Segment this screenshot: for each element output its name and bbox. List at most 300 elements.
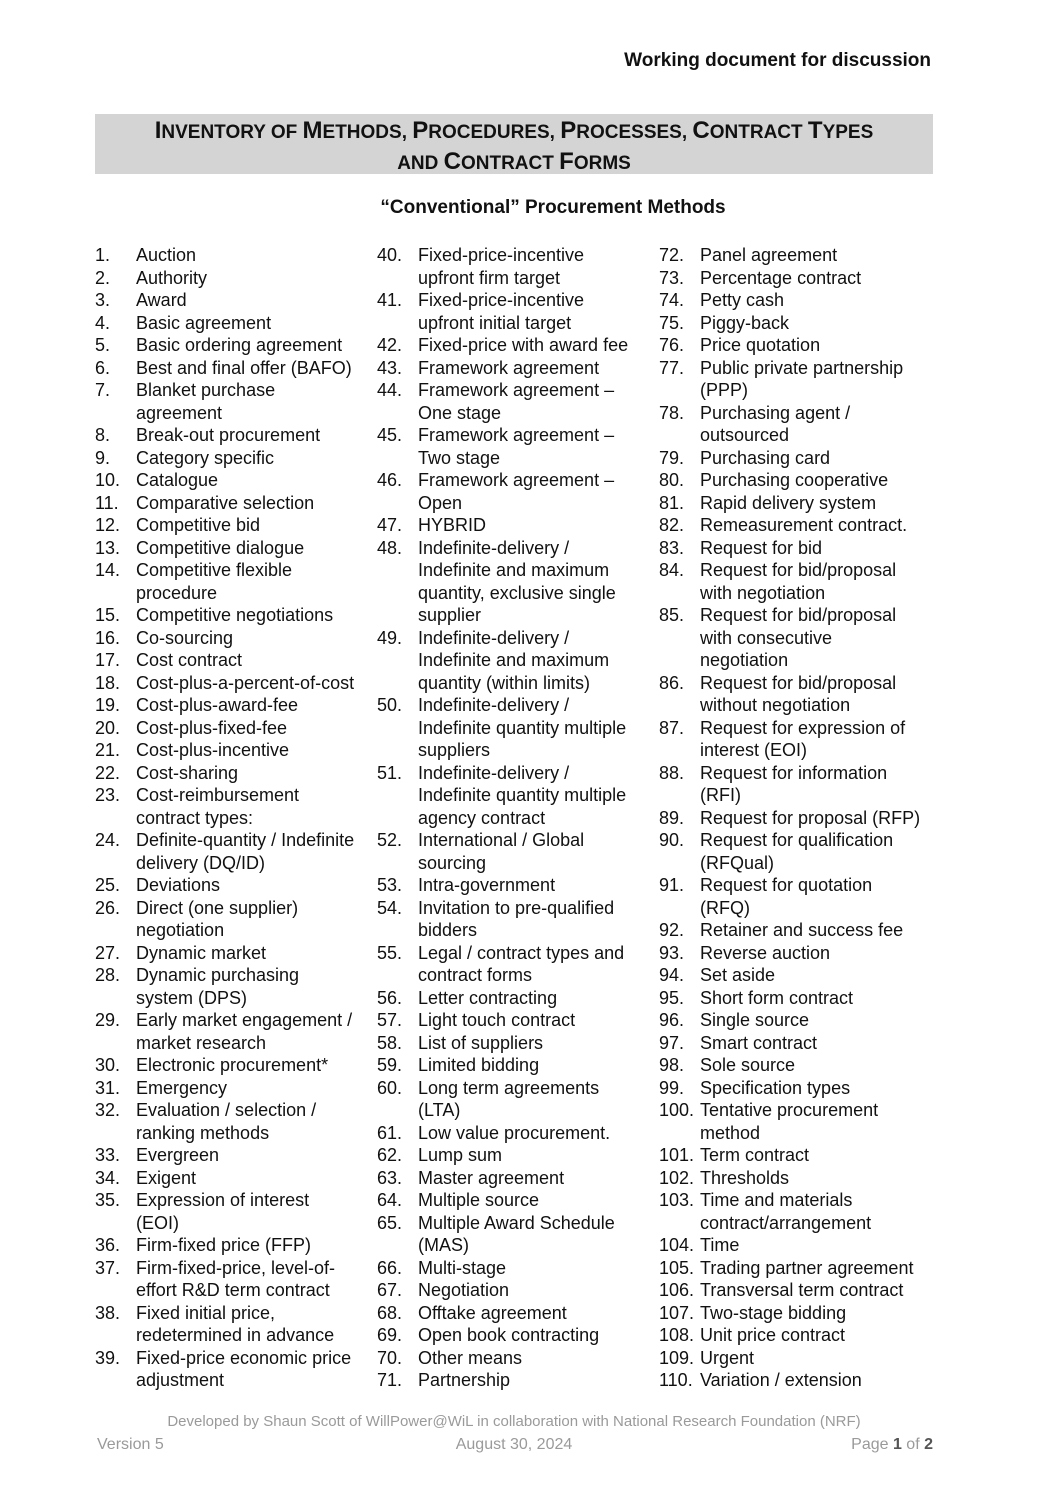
list-item	[95, 1077, 377, 1100]
list-item	[659, 672, 949, 717]
list-item	[377, 244, 659, 289]
list-item-text: Public private partnership (PPP)	[700, 357, 904, 400]
list-item-number: 103.	[659, 1190, 695, 1210]
list-item-number: 56.	[377, 987, 403, 1008]
list-item-number: 52.	[377, 830, 403, 850]
list-item-number: 2.	[95, 267, 111, 288]
list-item-number: 34.	[95, 1167, 121, 1188]
list-item-text: Indefinite-delivery / Indefinite quantity multiple suppliers	[418, 695, 627, 760]
list-item-number: 38.	[95, 1302, 121, 1323]
list-item-number: 71.	[377, 1370, 403, 1390]
list-item-text: Offtake agreement	[418, 1302, 567, 1323]
title-smallcaps: ROCEDURES,	[428, 122, 561, 143]
list-item-number: 63.	[377, 1167, 403, 1188]
list-item-number: 15.	[95, 605, 121, 625]
list-item-number: 90.	[659, 830, 685, 850]
list-item-number: 65.	[377, 1212, 403, 1233]
list-item	[659, 942, 949, 965]
list-item-text: Basic agreement	[136, 312, 272, 333]
list-item	[377, 1189, 659, 1212]
list-item-number: 54.	[377, 897, 403, 918]
list-item-text: Time and materials contract/arrangement	[700, 1190, 872, 1233]
list-item	[659, 312, 949, 335]
list-item	[377, 1369, 659, 1392]
list-item-number: 109.	[659, 1347, 695, 1368]
list-item-text: Emergency	[136, 1077, 228, 1098]
list-item	[659, 762, 949, 807]
list-item	[377, 289, 659, 334]
list-item	[659, 829, 949, 874]
list-item-text: Request for bid	[700, 537, 823, 558]
list-item-text: Thresholds	[700, 1167, 790, 1188]
list-item-number: 81.	[659, 492, 685, 513]
list-item	[659, 469, 949, 492]
title-initial: M	[302, 117, 323, 144]
list-item-number: 10.	[95, 470, 121, 490]
list-item	[659, 1189, 949, 1234]
title-initial: F	[559, 148, 574, 175]
list-item-text: HYBRID	[418, 515, 487, 535]
list-item-text: Catalogue	[136, 470, 219, 490]
list-item-text: Urgent	[700, 1347, 755, 1368]
list-item-text: Firm-fixed-price, level-of- effort R&D term contract	[136, 1257, 336, 1300]
list-item-number: 48.	[377, 537, 403, 558]
list-item	[377, 1122, 659, 1145]
list-item	[95, 492, 377, 515]
list-item	[659, 244, 949, 267]
list-item-text: Fixed-price economic price adjustment	[136, 1347, 352, 1390]
list-item-number: 13.	[95, 537, 121, 558]
list-item	[659, 1009, 949, 1032]
list-item-text: Purchasing card	[700, 447, 831, 468]
list-item-text: Firm-fixed price (FFP)	[136, 1235, 311, 1255]
list-item	[377, 897, 659, 942]
list-item-text: Dynamic purchasing system (DPS)	[136, 965, 300, 1008]
list-item-number: 45.	[377, 425, 403, 445]
list-item-number: 51.	[377, 762, 403, 783]
list-item	[95, 784, 377, 829]
list-item-number: 87.	[659, 717, 685, 738]
list-item	[659, 919, 949, 942]
list-item	[95, 627, 377, 650]
list-item-text: Framework agreement – One stage	[418, 380, 615, 423]
list-item-text: Open book contracting	[418, 1325, 600, 1345]
list-item	[377, 1302, 659, 1325]
list-item	[95, 694, 377, 717]
list-item-number: 39.	[95, 1347, 121, 1368]
list-item	[659, 1167, 949, 1190]
list-item-text: Cost-reimbursement contract types:	[136, 785, 300, 828]
list-item-number: 92.	[659, 920, 685, 940]
list-item-text: Low value procurement.	[418, 1122, 611, 1143]
list-item-number: 19.	[95, 695, 121, 715]
list-item-number: 44.	[377, 380, 403, 400]
list-item	[95, 537, 377, 560]
list-item-text: Blanket purchase agreement	[136, 380, 276, 423]
list-item-number: 40.	[377, 245, 403, 265]
list-item-number: 101.	[659, 1145, 695, 1165]
list-item-number: 46.	[377, 470, 403, 490]
title-initial: T	[807, 117, 823, 144]
list-item-number: 37.	[95, 1257, 121, 1278]
list-item-text: Indefinite-delivery / Indefinite and maximum quantity, exclusive single supplier	[418, 537, 616, 625]
list-item-number: 74.	[659, 290, 685, 310]
list-item-text: Cost contract	[136, 650, 243, 670]
list-item-number: 26.	[95, 897, 121, 918]
list-item	[659, 717, 949, 762]
section-subtitle: “Conventional” Procurement Methods	[380, 197, 726, 218]
list-item-number: 21.	[95, 740, 121, 760]
title-initial: C	[692, 117, 710, 144]
list-item-number: 12.	[95, 515, 121, 535]
list-item-text: Request for qualification (RFQual)	[700, 830, 894, 873]
list-item	[95, 267, 377, 290]
list-item-text: Multiple source	[418, 1190, 540, 1210]
title-initial: C	[443, 148, 461, 175]
list-item-number: 73.	[659, 267, 685, 288]
list-item	[659, 964, 949, 987]
list-item-text: Purchasing agent / outsourced	[700, 402, 851, 445]
list-item	[95, 942, 377, 965]
list-item	[659, 1144, 949, 1167]
list-item	[95, 874, 377, 897]
list-item-number: 91.	[659, 875, 685, 895]
method-list-column-1	[95, 244, 377, 1392]
footer-date: August 30, 2024	[455, 1436, 573, 1453]
list-item-number: 59.	[377, 1055, 403, 1075]
list-item-text: Tentative procurement method	[700, 1100, 879, 1143]
list-item-number: 67.	[377, 1280, 403, 1300]
list-item	[95, 1167, 377, 1190]
list-item-number: 99.	[659, 1077, 685, 1098]
list-item-text: Two-stage bidding	[700, 1302, 847, 1323]
list-item	[377, 1144, 659, 1167]
list-item-text: Framework agreement – Two stage	[418, 425, 615, 468]
list-item-text: Framework agreement – Open	[418, 470, 615, 513]
list-item	[659, 559, 949, 604]
list-item-text: Request for information (RFI)	[700, 762, 888, 805]
list-item	[377, 334, 659, 357]
list-item-text: Legal / contract types and contract forms	[418, 942, 625, 985]
list-item-text: Other means	[418, 1347, 523, 1368]
list-item-number: 88.	[659, 762, 685, 783]
list-item-text: Dynamic market	[136, 942, 267, 963]
list-item-number: 96.	[659, 1010, 685, 1030]
title-line-1	[95, 116, 933, 147]
list-item-number: 107.	[659, 1302, 695, 1323]
list-item	[95, 604, 377, 627]
list-item-number: 82.	[659, 515, 685, 535]
list-item	[95, 334, 377, 357]
list-item-text: Single source	[700, 1010, 810, 1030]
list-item	[95, 357, 377, 380]
list-item-number: 9.	[95, 447, 111, 468]
list-item	[377, 1032, 659, 1055]
header-note: Working document for discussion	[624, 50, 931, 71]
list-item	[95, 289, 377, 312]
list-item-number: 41.	[377, 290, 403, 310]
list-item	[659, 807, 949, 830]
list-item	[659, 267, 949, 290]
list-item-text: Comparative selection	[136, 492, 315, 513]
list-item-text: Exigent	[136, 1167, 197, 1188]
list-item-number: 36.	[95, 1235, 121, 1255]
list-item-number: 8.	[95, 425, 111, 445]
list-item	[377, 1054, 659, 1077]
list-item	[377, 1279, 659, 1302]
list-item-number: 98.	[659, 1055, 685, 1075]
list-item	[95, 244, 377, 267]
list-item-text: Cost-plus-a-percent-of-cost	[136, 672, 355, 693]
list-item-text: Deviations	[136, 875, 221, 895]
list-item-text: Fixed initial price, redetermined in advance	[136, 1302, 335, 1345]
list-item	[659, 1369, 949, 1392]
list-item	[95, 1302, 377, 1347]
page-current: 1	[892, 1436, 902, 1453]
list-item-text: Limited bidding	[418, 1055, 540, 1075]
list-item	[659, 1302, 949, 1325]
list-item	[659, 289, 949, 312]
list-item-number: 18.	[95, 672, 121, 693]
list-item	[377, 537, 659, 627]
list-item-text: Multi-stage	[418, 1257, 507, 1278]
page-mid: of	[901, 1436, 925, 1453]
list-item-text: Transversal term contract	[700, 1280, 904, 1300]
list-item-text: Early market engagement / market research	[136, 1010, 353, 1053]
list-item-number: 95.	[659, 987, 685, 1008]
list-item	[659, 1099, 949, 1144]
title-smallcaps: YPES	[822, 122, 874, 143]
list-item-number: 76.	[659, 335, 685, 355]
list-item	[95, 672, 377, 695]
list-item-number: 50.	[377, 695, 403, 715]
list-item-number: 6.	[95, 357, 111, 378]
list-item-number: 104.	[659, 1235, 695, 1255]
list-item-number: 3.	[95, 290, 111, 310]
title-initial: I	[154, 117, 162, 144]
list-item-number: 28.	[95, 965, 121, 985]
list-item-number: 75.	[659, 312, 685, 333]
list-item-text: Set aside	[700, 965, 776, 985]
list-item	[659, 402, 949, 447]
list-item-text: Term contract	[700, 1145, 810, 1165]
list-item	[95, 1257, 377, 1302]
list-item	[95, 1144, 377, 1167]
list-item	[659, 357, 949, 402]
list-item	[95, 739, 377, 762]
list-item-text: Cost-plus-incentive	[136, 740, 290, 760]
list-item	[377, 1347, 659, 1370]
list-item	[659, 514, 949, 537]
list-item-text: List of suppliers	[418, 1032, 544, 1053]
list-item	[377, 762, 659, 830]
list-item	[377, 379, 659, 424]
list-item-text: Competitive flexible procedure	[136, 560, 293, 603]
list-item	[377, 1077, 659, 1122]
list-item	[377, 829, 659, 874]
list-item-number: 78.	[659, 402, 685, 423]
list-item	[95, 424, 377, 447]
list-item	[95, 1099, 377, 1144]
list-item-number: 30.	[95, 1055, 121, 1075]
list-item	[95, 447, 377, 470]
title-smallcaps: NVENTORY OF	[161, 122, 303, 143]
list-item-number: 110.	[659, 1370, 693, 1390]
list-item-text: Rapid delivery system	[700, 492, 877, 513]
list-item-number: 32.	[95, 1100, 121, 1120]
list-item-text: Invitation to pre-qualified bidders	[418, 897, 615, 940]
list-item	[659, 1032, 949, 1055]
footer-page-number	[851, 1436, 933, 1454]
list-item-number: 27.	[95, 942, 121, 963]
list-item-number: 11.	[95, 492, 119, 513]
list-item	[95, 1054, 377, 1077]
list-item-number: 16.	[95, 627, 121, 648]
list-item-text: Cost-plus-award-fee	[136, 695, 299, 715]
list-item-number: 14.	[95, 560, 121, 580]
list-item-text: Smart contract	[700, 1032, 818, 1053]
list-item-number: 5.	[95, 335, 111, 355]
list-item-text: Multiple Award Schedule (MAS)	[418, 1212, 615, 1255]
list-item	[377, 424, 659, 469]
list-item	[659, 1054, 949, 1077]
list-item-text: Short form contract	[700, 987, 854, 1008]
list-item	[95, 762, 377, 785]
list-item-number: 69.	[377, 1325, 403, 1345]
list-item	[377, 1212, 659, 1257]
list-item-text: Electronic procurement*	[136, 1055, 329, 1075]
method-list-column-3	[659, 244, 949, 1392]
list-item	[377, 874, 659, 897]
list-item	[659, 537, 949, 560]
list-item-number: 86.	[659, 672, 685, 693]
list-item-text: Purchasing cooperative	[700, 470, 889, 490]
list-item-number: 7.	[95, 380, 111, 400]
method-list-column-2	[377, 244, 659, 1392]
list-item-text: Definite-quantity / Indefinite delivery (DQ/ID)	[136, 830, 355, 873]
list-item-text: Direct (one supplier) negotiation	[136, 897, 299, 940]
list-item	[95, 559, 377, 604]
list-item-number: 66.	[377, 1257, 403, 1278]
list-item-number: 97.	[659, 1032, 685, 1053]
list-item-text: Best and final offer (BAFO)	[136, 357, 352, 378]
list-item	[659, 1347, 949, 1370]
list-item-text: Evaluation / selection / ranking methods	[136, 1100, 317, 1143]
list-item-text: Cost-plus-fixed-fee	[136, 717, 288, 738]
list-item-text: Specification types	[700, 1077, 851, 1098]
list-item-text: Panel agreement	[700, 245, 838, 265]
list-item-text: Break-out procurement	[136, 425, 321, 445]
list-item-number: 47.	[377, 515, 403, 535]
list-item-text: Remeasurement contract.	[700, 515, 908, 535]
list-item-text: Price quotation	[700, 335, 821, 355]
list-item-number: 84.	[659, 560, 685, 580]
list-item	[659, 1077, 949, 1100]
list-item-text: Cost-sharing	[136, 762, 239, 783]
title-line-2	[95, 147, 933, 178]
list-item	[377, 1167, 659, 1190]
list-item-text: Indefinite-delivery / Indefinite and maximum quantity (within limits)	[418, 627, 610, 693]
list-item-number: 1.	[95, 245, 111, 265]
list-item-text: Percentage contract	[700, 267, 862, 288]
list-item	[95, 649, 377, 672]
list-item-text: Fixed-price-incentive upfront initial target	[418, 290, 585, 333]
list-item	[377, 514, 659, 537]
list-item-text: Fixed-price with award fee	[418, 335, 629, 355]
list-item	[377, 469, 659, 514]
list-item-number: 61.	[377, 1122, 403, 1143]
list-item	[659, 1279, 949, 1302]
list-item-text: Lump sum	[418, 1145, 503, 1165]
list-item-number: 77.	[659, 357, 685, 378]
list-item	[377, 1324, 659, 1347]
list-item-text: Long term agreements (LTA)	[418, 1077, 600, 1120]
footer-credit: Developed by Shaun Scott of WillPower@WiL in collaboration with National Research Foundation (NRF)	[167, 1413, 861, 1430]
list-item-text: Request for quotation (RFQ)	[700, 875, 873, 918]
list-item-number: 93.	[659, 942, 685, 963]
list-item-number: 42.	[377, 335, 403, 355]
list-item-text: Negotiation	[418, 1280, 510, 1300]
list-item-number: 53.	[377, 875, 403, 895]
list-item-number: 57.	[377, 1010, 403, 1030]
list-item-text: Reverse auction	[700, 942, 831, 963]
list-item	[95, 379, 377, 424]
list-item-text: International / Global sourcing	[418, 830, 585, 873]
title-smallcaps: AND	[397, 153, 444, 174]
list-item	[377, 987, 659, 1010]
list-item-number: 108.	[659, 1325, 695, 1345]
list-item-number: 72.	[659, 245, 685, 265]
list-item-text: Piggy-back	[700, 312, 790, 333]
list-item	[377, 942, 659, 987]
list-item-number: 23.	[95, 785, 121, 805]
list-item-number: 20.	[95, 717, 121, 738]
list-item	[95, 514, 377, 537]
list-item-number: 35.	[95, 1190, 121, 1210]
page-total: 2	[924, 1436, 933, 1453]
list-item-number: 24.	[95, 830, 121, 850]
title-initial: P	[560, 117, 577, 144]
list-item-text: Request for expression of interest (EOI)	[700, 717, 906, 760]
list-item-number: 89.	[659, 807, 685, 828]
list-item-text: Award	[136, 290, 187, 310]
list-item	[95, 312, 377, 335]
list-item	[95, 964, 377, 1009]
list-item-text: Time	[700, 1235, 740, 1255]
list-item-text: Unit price contract	[700, 1325, 846, 1345]
list-item-number: 60.	[377, 1077, 403, 1098]
list-item-number: 70.	[377, 1347, 403, 1368]
list-item	[377, 1257, 659, 1280]
title-smallcaps: ONTRACT	[709, 122, 808, 143]
list-item-number: 58.	[377, 1032, 403, 1053]
list-item-text: Sole source	[700, 1055, 796, 1075]
list-item	[659, 1257, 949, 1280]
list-item-text: Request for proposal (RFP)	[700, 807, 921, 828]
list-item-text: Basic ordering agreement	[136, 335, 343, 355]
list-item-number: 49.	[377, 627, 403, 648]
list-item-text: Framework agreement	[418, 357, 600, 378]
list-item	[95, 469, 377, 492]
list-item	[659, 1234, 949, 1257]
list-item-number: 83.	[659, 537, 685, 558]
list-item-number: 17.	[95, 650, 121, 670]
list-item-number: 100.	[659, 1100, 695, 1120]
list-item-text: Evergreen	[136, 1145, 220, 1165]
list-item	[95, 829, 377, 874]
list-item-text: Letter contracting	[418, 987, 558, 1008]
list-item-number: 68.	[377, 1302, 403, 1323]
